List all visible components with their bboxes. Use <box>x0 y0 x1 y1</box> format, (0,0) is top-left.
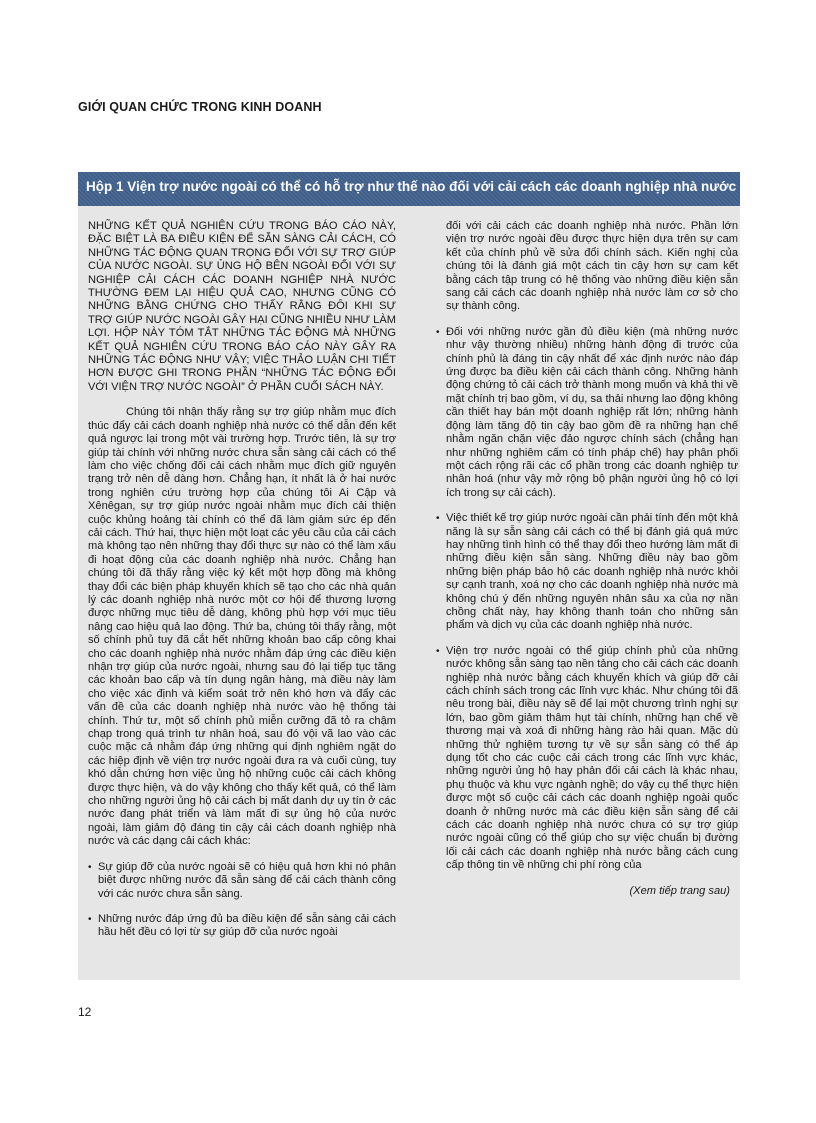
continuation-paragraph: đối với cải cách các doanh nghiệp nhà nước. Phần lớn viện trợ nước ngoài đều được thực hiện dựa trên sự cam kết của chính phủ về sửa đổi chính sách. Kiến nghị của chúng tôi là đánh giá một cách tin cậy hơn sự cam kết bằng cách tập trung có hệ thống vào những điều kiện sẵn sang cải cách các doanh nghiệp nhà nước làm cơ sở cho sự thành công. <box>446 220 738 313</box>
left-bullet-list <box>88 861 396 940</box>
box-title: Hộp 1 Viện trợ nước ngoài có thể có hỗ trợ như thế nào đối với cải cách các doanh nghiệp nhà nước <box>78 172 740 206</box>
list-item-text: Đối với những nước gần đủ điều kiện (mà những nước như vậy thường nhiều) những hành động đi trước của chính phủ là đáng tin cậy nhất để xác định nước nào đáp ứng được ba điều kiện cải cách thành công. Những hành động chứng tỏ cải cách trở thành mong muốn và khả thi về mặt chính trị bao gồm, ví dụ, sa thải nhưng lao động không cần thiết hay bán một doanh nghiệp rất lớn; những hành động làm tăng độ tin cậy bao gồm đề ra những hạn chế nhằm ngăn chặn việc đảo ngược chính sách (chẳng hạn như những nghiêm cấm có tính pháp chế) hay phân phối một cách rộng rãi các cổ phần trong các doanh nghiệp tư nhân hoá (như vậy mở rộng bộ phận người ủng hộ có lợi ích trong sự cải cách). <box>446 325 738 499</box>
box-columns <box>88 220 738 972</box>
bullet-icon: • <box>88 913 92 925</box>
right-column <box>436 220 738 897</box>
list-item-text: Sự giúp đỡ của nước ngoài sẽ có hiệu quả hơn khi nó phân biệt được những nước đã sẵn sàng để cải cách thành công với các nước chưa sẵn sàng. <box>98 860 396 900</box>
sidebar-box <box>78 172 740 980</box>
right-bullet-list <box>436 326 738 873</box>
list-item-text: Việc thiết kế trợ giúp nước ngoài cần phải tính đến một khả năng là sự sẵn sàng cải cách có thể bị đánh giá quá mức hay những tình hình có thể thay đổi theo hướng làm mất đi những điều kiện sẵn sàng. Những điều này bao gồm những biện pháp bảo hộ các doanh nghiệp nhà nước khỏi sự cạnh tranh, xoá nợ cho các doanh nghiệp nhà nước mà không chú ý đến những nguyên nhân sâu xa của nợ nần chồng chất này, hay không thanh toán cho những sản phẩm và dịch vụ của các doanh nghiệp nhà nước. <box>446 512 738 632</box>
continued-note: (Xem tiếp trang sau) <box>629 884 730 897</box>
bullet-icon: • <box>436 645 440 657</box>
bullet-icon: • <box>436 326 440 338</box>
running-head: GIỚI QUAN CHỨC TRONG KINH DOANH <box>78 100 322 114</box>
list-item <box>436 645 738 873</box>
list-item-text: Những nước đáp ứng đủ ba điều kiện để sẵn sàng cải cách hầu hết đều có lợi từ sự giúp đỡ của nước ngoài <box>98 912 396 939</box>
bullet-icon: • <box>88 861 92 873</box>
list-item-text: Viện trợ nước ngoài có thể giúp chính phủ của những nước không sẵn sàng tạo nền tảng cho cải cách các doanh nghiệp nhà nước bằng cách khuyến khích và giúp đỡ cải cách chính sách trong các lĩnh vực khác. Như chúng tôi đã nêu trong bài, điều này sẽ để lại một chương trình nghị sự lớn, bao gồm giảm thâm hụt tài chính, những hạn chế về thương mại và xoá đi những hàng rào hải quan. Mặc dù những thử nghiệm tương tự về sự sẵn sàng có thể áp dụng tốt cho các cuộc cải cách trong các lĩnh vực khác, những người ủng hộ hay phản đối cải cách là khác nhau, phụ thuộc và khu vực ngành nghề; do vậy cụ thể thực hiện được một số cuộc cải cách các doanh nghiệp ngoài quốc doanh ở những nước mà các điều kiện sẵn sàng để cải cách các doanh nghiệp nhà nước chưa có sự trợ giúp nước ngoài cũng có thể giúp cho sự việc chuẩn bị đường lối cải cách các doanh nghiệp nhà nước bằng cách cung cấp thông tin về những chi phí ròng của <box>446 644 738 872</box>
body-paragraph: Chúng tôi nhận thấy rằng sự trợ giúp nhằm mục đích thúc đẩy cải cách doanh nghiệp nhà nước có thể dẫn đến kết quả ngược lại trong một vài trường hợp. Trước tiên, là sự trợ giúp tài chính với những nước chưa sẵn sàng cải cách có thể làm cho việc chống đối cải cách nhằm mục đích giữ nguyên trạng trở nên dễ dàng hơn. Chẳng hạn, ít nhất là ở hai nước trong nghiên cứu trường hợp của chúng tôi Ai Cập và Xênêgan, sự trợ giúp nước ngoài nhằm mục đích cải thiện cuộc khủng hoảng tài chính có thể đã làm giảm sức ép đến cải cách. Thứ hai, thực hiện một loạt các yêu cầu của cải cách mà không tạo nên những thay đổi thực sự nào có thể làm xấu đi hoạt động của các doanh nghiệp nhà nước. Chẳng hạn chúng tôi đã thấy rằng việc ký kết một hợp đồng mà không thay đổi các biện pháp khuyến khích sẽ tạo cho các nhà quản lý các doanh nghiệp nhà nước một cơ hội để thương lượng được những mục tiêu dễ dàng, không phù hợp với mục tiêu nâng cao hiệu quả lao động. Thứ ba, chúng tôi thấy rằng, một số chính phủ tuy đã cắt hết những khoản bao cấp công khai cho các doanh nghiệp nhà nước nhằm đáp ứng các điều kiện nhận trợ giúp của nước ngoài, nhưng sau đó lại tiếp tục tăng các khoản bao cấp và tín dụng ngân hàng, mà điều này làm cho việc xác định và kiểm soát trở nên khó hơn và đẩy các vấn đề của các doanh nghiệp nhà nước vào hệ thống tài chính. Thứ tư, một số chính phủ miễn cưỡng đã tỏ ra chậm chạp trong quá trình tư nhân hoá, sau đó vội vã lao vào các cuộc mặc cả nhằm đáp ứng những qui định nghiêm ngặt do các hiệp định về viện trợ nước ngoài đưa ra và cuối cùng, tuy khó dẫn chứng hơn việc ủng hộ những cuộc cải cách không được thực hiện, và do vậy không cho thấy kết quả, có thể làm cho những người ủng hộ cải cách bị mất danh dự uy tín ở các nước đang phát triển và làm mất đi sự ủng hộ của nước ngoài, làm giảm độ đáng tin cậy cải cách doanh nghiệp nhà nước và các dạng cải cách khác: <box>88 406 396 848</box>
left-column <box>88 220 396 952</box>
list-item <box>436 326 738 500</box>
page-number: 12 <box>78 1005 92 1019</box>
list-item <box>88 861 396 901</box>
lead-paragraph: NHỮNG KẾT QUẢ NGHIÊN CỨU TRONG BÁO CÁO NÀY, ĐẶC BIỆT LÀ BA ĐIỀU KIỆN ĐỂ SẴN SÀNG CẢI CÁCH, CÓ NHỮNG TÁC ĐỘNG QUAN TRỌNG ĐỐI VỚI SỰ TRỢ GIÚP CỦA NƯỚC NGOÀI. SỰ ỦNG HỘ BÊN NGOÀI ĐỐI VỚI SỰ NGHIỆP CẢI CÁCH CÁC DOANH NGHIỆP NHÀ NƯỚC THƯỜNG ĐEM LẠI HIỆU QUẢ CAO, NHƯNG CŨNG CÓ NHỮNG BẰNG CHỨNG CHO THẤY RẰNG ĐÔI KHI SỰ TRỢ GIÚP NƯỚC NGOÀI GÂY HẠI CŨNG NHIỀU NHƯ LÀM LỢI. HỘP NÀY TÓM TẮT NHỮNG TÁC ĐỘNG MÀ NHỮNG KẾT QUẢ NGHIÊN CỨU TRONG BÁO CÁO NÀY GÂY RA NHỮNG TÁC ĐỘNG NHƯ VẬY; VIỆC THẢO LUẬN CHI TIẾT HƠN ĐƯỢC GHI TRONG PHẦN “NHỮNG TÁC ĐỘNG ĐỐI VỚI VIỆN TRỢ NƯỚC NGOÀI” Ở PHẦN CUỐI SÁCH NÀY. <box>88 220 396 393</box>
list-item <box>436 512 738 633</box>
list-item <box>88 913 396 940</box>
bullet-icon: • <box>436 513 440 525</box>
